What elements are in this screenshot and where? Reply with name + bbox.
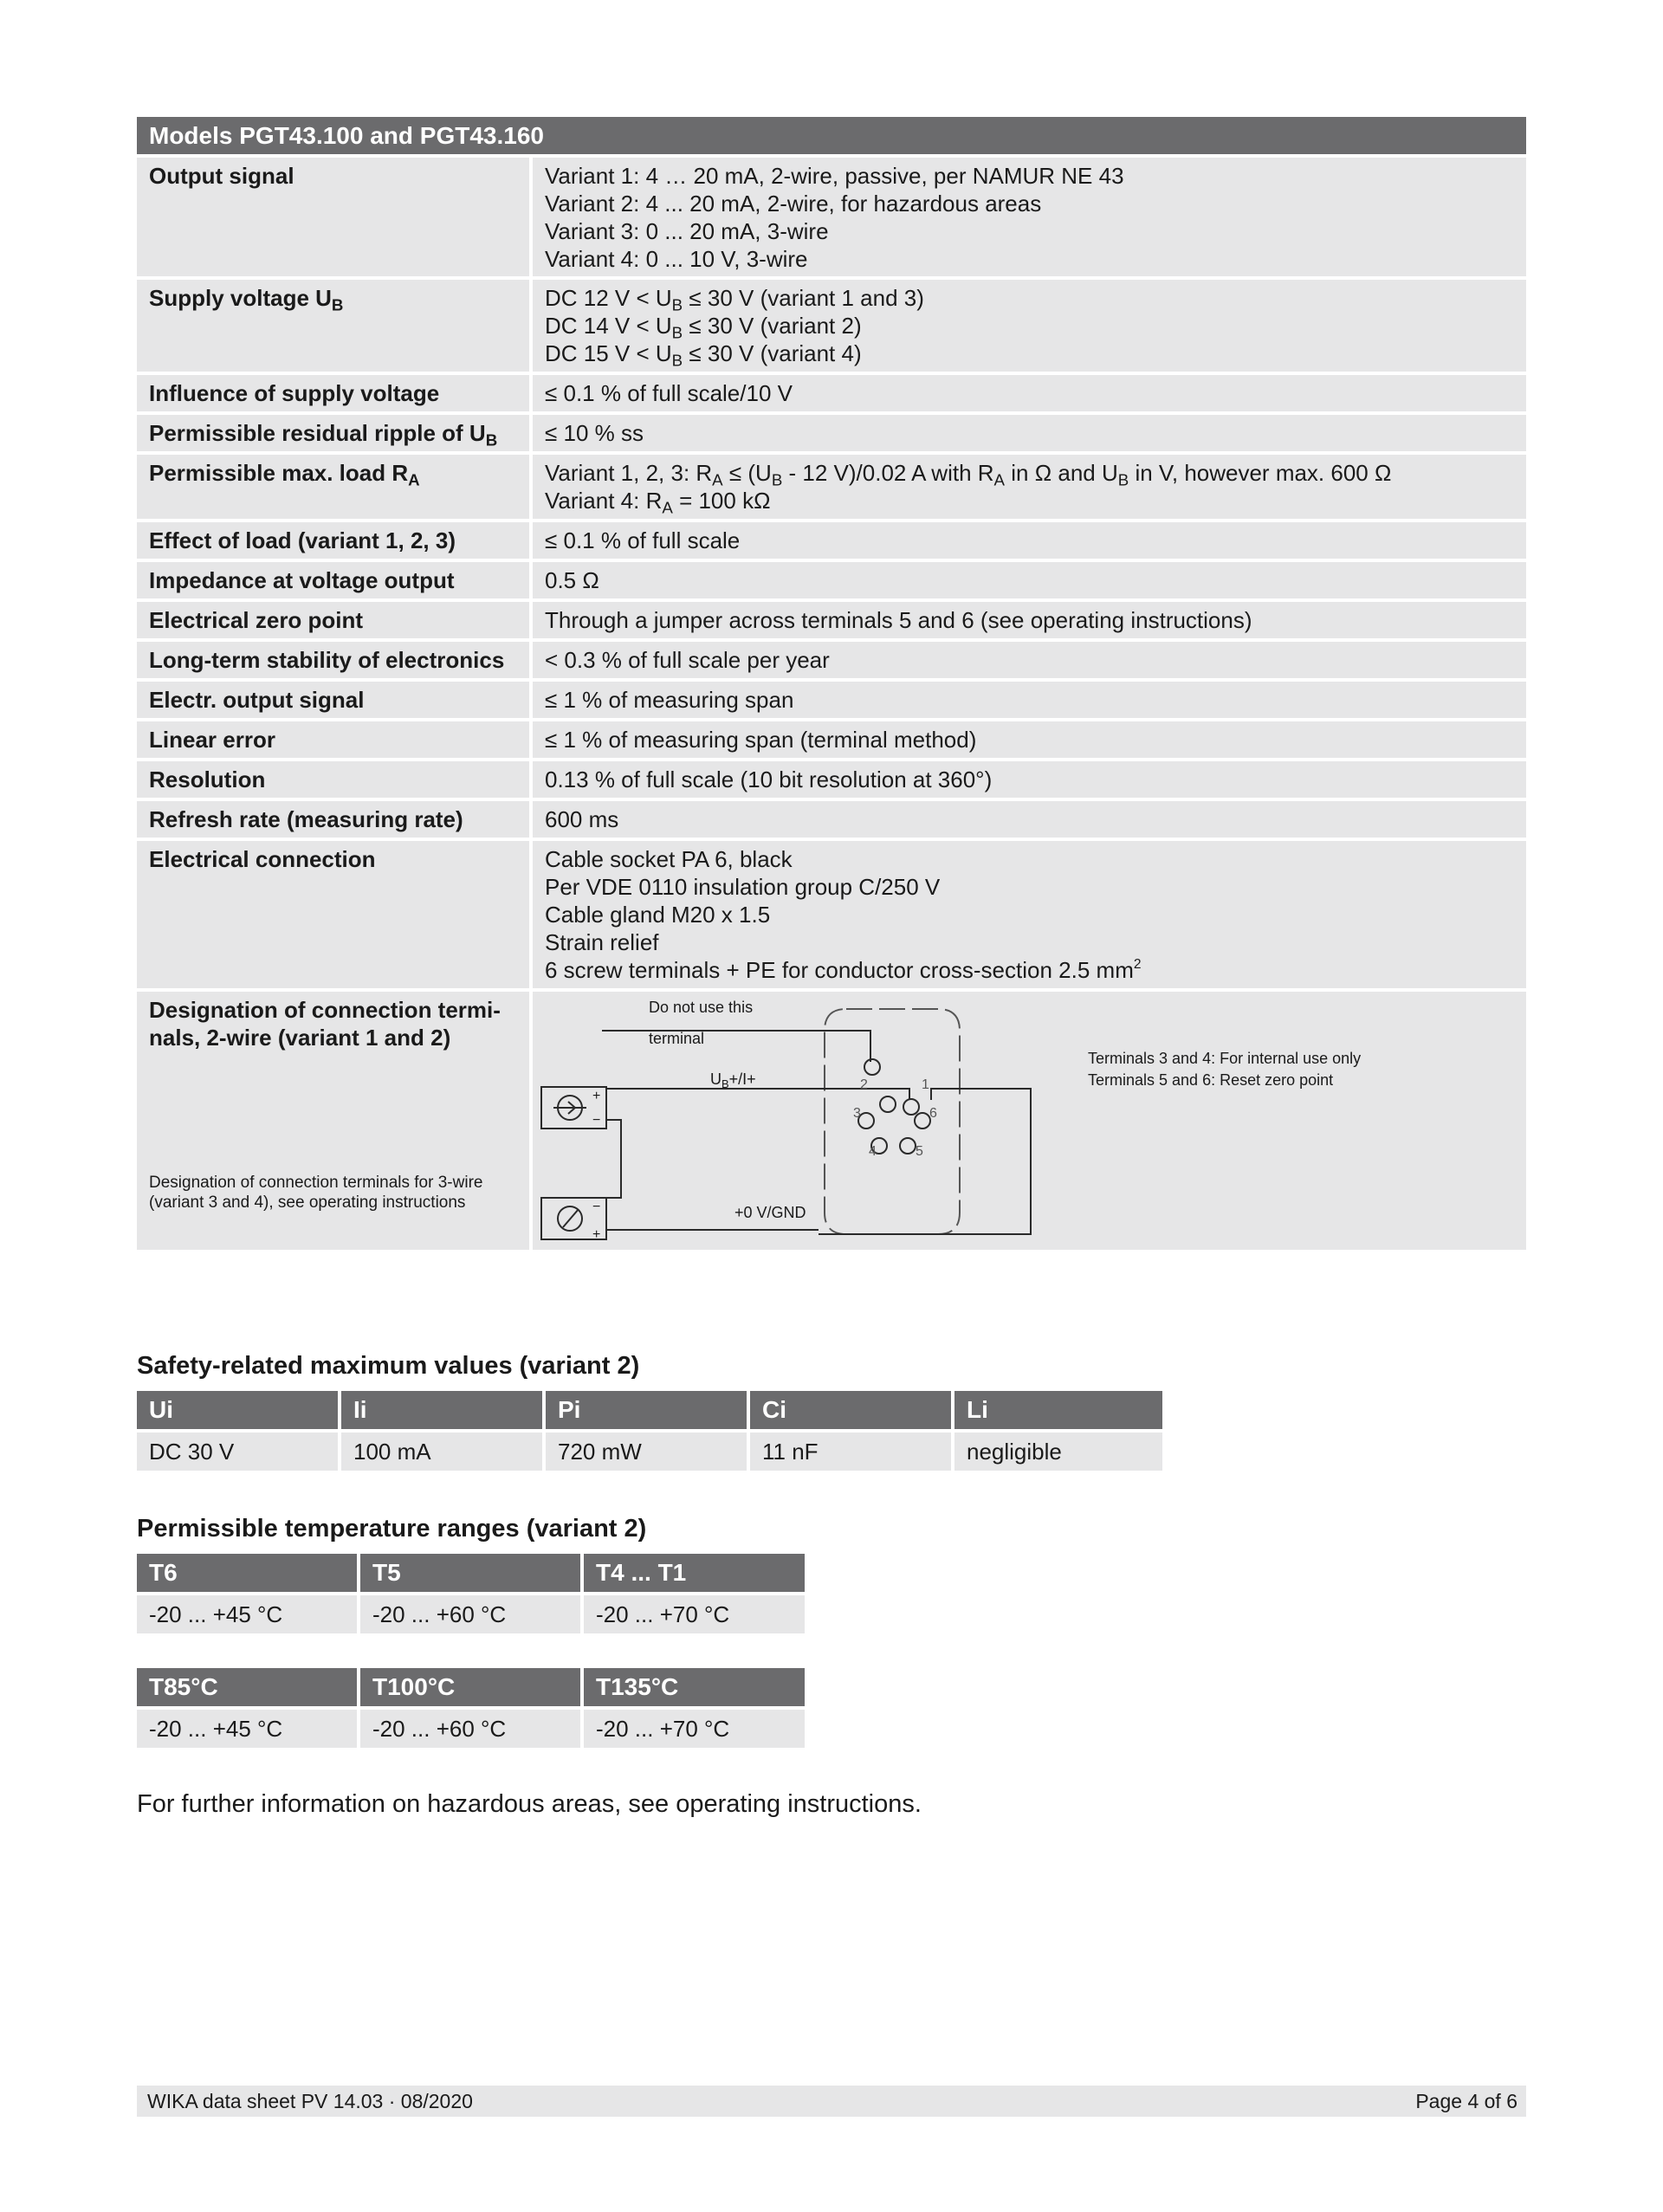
spec-value: Through a jumper across terminals 5 and 6 (see operating instructions) bbox=[533, 602, 1526, 638]
safety-header-cell: Ci bbox=[750, 1391, 951, 1429]
safety-value-cell: 11 nF bbox=[750, 1433, 951, 1471]
temperature-value-row bbox=[137, 1595, 808, 1633]
page-footer bbox=[137, 2086, 1526, 2117]
spec-label bbox=[137, 992, 529, 1250]
spec-label: Linear error bbox=[137, 721, 529, 758]
pin-label-2: 2 bbox=[860, 1077, 868, 1092]
spec-value: ≤ 10 % ss bbox=[533, 415, 1526, 451]
safety-value-cell: DC 30 V bbox=[137, 1433, 338, 1471]
spec-row-long-term-stability bbox=[137, 642, 1526, 678]
spec-value: ≤ 1 % of measuring span bbox=[533, 682, 1526, 718]
spec-label: Refresh rate (measuring rate) bbox=[137, 801, 529, 838]
temperature-value-cell: -20 ... +45 °C bbox=[137, 1710, 357, 1748]
do-not-use-text-1: Do not use this bbox=[649, 999, 754, 1016]
terminal-designation-label: Designation of connection termi- nals, 2-wire (variant 1 and 2) bbox=[149, 997, 501, 1051]
pin-label-6: 6 bbox=[929, 1106, 937, 1121]
spec-value: 600 ms bbox=[533, 801, 1526, 838]
spec-label: Electrical zero point bbox=[137, 602, 529, 638]
pin-label-3: 3 bbox=[853, 1106, 861, 1121]
spec-table-header: Models PGT43.100 and PGT43.160 bbox=[137, 117, 1526, 154]
safety-value-cell: 100 mA bbox=[341, 1433, 542, 1471]
ub-label: $U_B+/I+$ bbox=[710, 1070, 756, 1090]
terminal-6 bbox=[915, 1113, 930, 1129]
minus-sign-bottom: − bbox=[592, 1200, 601, 1214]
spec-label: Output signal bbox=[137, 158, 529, 276]
temperature-value-cell: -20 ... +60 °C bbox=[360, 1595, 580, 1633]
temperature-header-cell: T6 bbox=[137, 1554, 357, 1592]
footer-page-number: Page 4 of 6 bbox=[1415, 2090, 1517, 2112]
spec-label: Permissible max. load $R_A$ bbox=[137, 455, 529, 519]
safety-table bbox=[137, 1391, 1166, 1471]
spec-value: DC 12 $V < U_B \le 30$ V (variant 1 and 3) DC 14 $V < U_B \le 30$ V (variant 2) DC 15 $V < U_B \le 30$ V (variant 4) bbox=[533, 280, 1526, 372]
spec-label: Influence of supply voltage bbox=[137, 375, 529, 411]
spec-value: Cable socket PA 6, black Per VDE 0110 insulation group C/250 V Cable gland M20 x 1.5 Strain relief 6 screw terminals + PE for conductor cross-section 2.5 $mm^2$ bbox=[533, 841, 1526, 988]
temperature-value-cell: -20 ... +45 °C bbox=[137, 1595, 357, 1633]
spec-row-electrical-connection bbox=[137, 841, 1526, 988]
temperature-title: Permissible temperature ranges (variant 2) bbox=[137, 1515, 647, 1543]
spec-label: Electrical connection bbox=[137, 841, 529, 988]
spec-value: ≤ 0.1 % of full scale bbox=[533, 522, 1526, 559]
do-not-use-leader bbox=[602, 1031, 870, 1062]
temperature-header-cell: T135°C bbox=[584, 1668, 805, 1706]
instrument-link-wire bbox=[606, 1120, 621, 1198]
spec-label: Permissible residual ripple of $U_B$ bbox=[137, 415, 529, 451]
temperature-header-cell: T85°C bbox=[137, 1668, 357, 1706]
safety-value-row bbox=[137, 1433, 1166, 1471]
safety-header-row bbox=[137, 1391, 1166, 1429]
spec-table bbox=[137, 117, 1526, 1253]
do-not-use-text-2: terminal bbox=[649, 1030, 705, 1047]
three-wire-note: Designation of connection terminals for 3-wire (variant 3 and 4), see operating instructions bbox=[149, 1174, 483, 1212]
temperature-header-row bbox=[137, 1554, 808, 1592]
ub-return-wire bbox=[819, 1089, 1031, 1234]
spec-value: < 0.3 % of full scale per year bbox=[533, 642, 1526, 678]
safety-title: Safety-related maximum values (variant 2) bbox=[137, 1352, 640, 1380]
safety-value-cell: 720 mW bbox=[546, 1433, 747, 1471]
spec-row-residual-ripple bbox=[137, 415, 1526, 451]
spec-row-zero-point bbox=[137, 602, 1526, 638]
spec-row-influence-supply bbox=[137, 375, 1526, 411]
spec-value: 0.13 % of full scale (10 bit resolution at 360°) bbox=[533, 761, 1526, 798]
temperature-value-row bbox=[137, 1710, 808, 1748]
spec-row-output-signal-error bbox=[137, 682, 1526, 718]
safety-header-cell: Ii bbox=[341, 1391, 542, 1429]
temperature-header-cell: T5 bbox=[360, 1554, 580, 1592]
spec-row-refresh-rate bbox=[137, 801, 1526, 838]
temperature-header-row bbox=[137, 1668, 808, 1706]
temperature-table-2 bbox=[137, 1668, 808, 1748]
safety-header-cell: Li bbox=[954, 1391, 1162, 1429]
temperature-value-cell: -20 ... +60 °C bbox=[360, 1710, 580, 1748]
spec-row-supply-voltage bbox=[137, 280, 1526, 372]
spec-row-output-signal bbox=[137, 158, 1526, 276]
terminal-pe bbox=[880, 1096, 896, 1112]
pin-label-5: 5 bbox=[916, 1144, 923, 1159]
plus-sign-bottom: + bbox=[592, 1227, 601, 1242]
spec-row-effect-of-load bbox=[137, 522, 1526, 559]
temperature-header-cell: T100°C bbox=[360, 1668, 580, 1706]
spec-label: Electr. output signal bbox=[137, 682, 529, 718]
temperature-value-cell: -20 ... +70 °C bbox=[584, 1595, 805, 1633]
spec-row-linear-error bbox=[137, 721, 1526, 758]
spec-row-impedance bbox=[137, 562, 1526, 598]
safety-header-cell: Pi bbox=[546, 1391, 747, 1429]
temperature-table-1 bbox=[137, 1554, 808, 1633]
spec-row-resolution bbox=[137, 761, 1526, 798]
wiring-diagram bbox=[533, 992, 1526, 1250]
connector-housing bbox=[825, 1009, 960, 1234]
footer-datasheet-ref: WIKA data sheet PV 14.03 · 08/2020 bbox=[147, 2090, 473, 2112]
spec-value: 0.5 Ω bbox=[533, 562, 1526, 598]
spec-label: Effect of load (variant 1, 2, 3) bbox=[137, 522, 529, 559]
gnd-label: +0 V/GND bbox=[734, 1204, 806, 1221]
terminal-info-2: Terminals 5 and 6: Reset zero point bbox=[1088, 1071, 1334, 1089]
spec-label: Long-term stability of electronics bbox=[137, 642, 529, 678]
minus-sign-top: − bbox=[592, 1113, 601, 1128]
spec-value: ≤ 0.1 % of full scale/10 V bbox=[533, 375, 1526, 411]
safety-value-cell: negligible bbox=[954, 1433, 1162, 1471]
terminal-1 bbox=[903, 1099, 919, 1115]
spec-label: Supply voltage $U_B$ bbox=[137, 280, 529, 372]
temperature-value-cell: -20 ... +70 °C bbox=[584, 1710, 805, 1748]
plus-sign-top: + bbox=[592, 1089, 601, 1103]
temperature-header-cell: T4 ... T1 bbox=[584, 1554, 805, 1592]
pin-label-1: 1 bbox=[922, 1077, 929, 1092]
safety-header-cell: Ui bbox=[137, 1391, 338, 1429]
spec-label: Impedance at voltage output bbox=[137, 562, 529, 598]
further-info-text: For further information on hazardous areas, see operating instructions. bbox=[137, 1790, 922, 1818]
terminal-5 bbox=[900, 1138, 916, 1154]
spec-row-terminal-designation bbox=[137, 992, 1526, 1250]
spec-value: ≤ 1 % of measuring span (terminal method) bbox=[533, 721, 1526, 758]
terminal-info-1: Terminals 3 and 4: For internal use only bbox=[1088, 1050, 1362, 1067]
pin-label-4: 4 bbox=[869, 1144, 877, 1159]
spec-row-max-load bbox=[137, 455, 1526, 519]
spec-value: Variant 1: 4 … 20 mA, 2-wire, passive, per NAMUR NE 43 Variant 2: 4 ... 20 mA, 2-wire, for hazardous areas Variant 3: 0 ... 20 mA, 3-wire Variant 4: 0 ... 10 V, 3-wire bbox=[533, 158, 1526, 276]
spec-label: Resolution bbox=[137, 761, 529, 798]
spec-value: Variant 1, 2, 3: $R_A \le (U_B - 12$ V)/0.02 A with $R_A$ in Ω and $U_B$ in V, however max. 600 Ω Variant 4: $R_A = 100$ kΩ bbox=[533, 455, 1526, 519]
